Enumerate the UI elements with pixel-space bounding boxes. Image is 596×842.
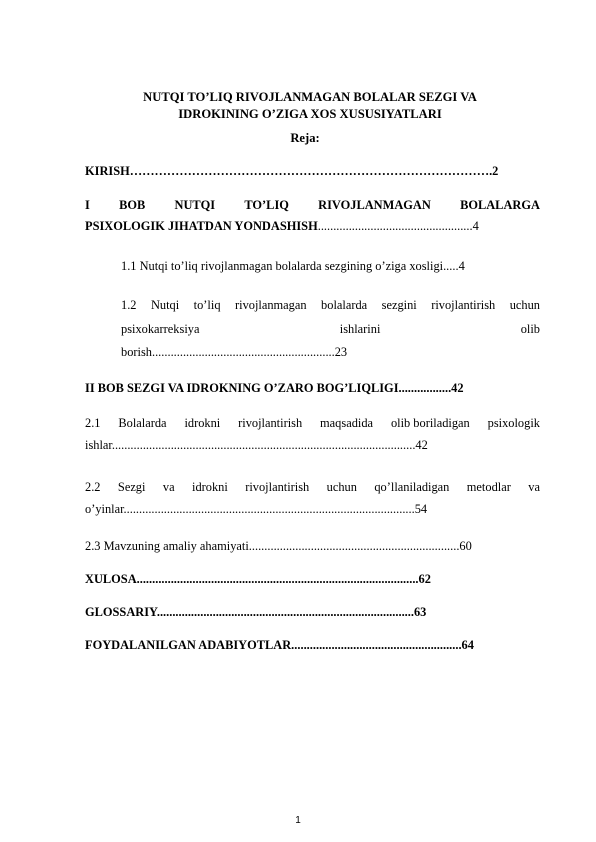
toc-entry-1-2-line2 — [121, 321, 540, 337]
toc-word: olib boriladigan — [390, 416, 470, 430]
toc-word: ishlarini — [339, 322, 381, 336]
toc-word: NUTQI — [174, 198, 216, 212]
toc-word: BOB — [119, 198, 146, 212]
toc-entry-2-2-line1 — [85, 479, 540, 495]
toc-word: 2.1 — [85, 416, 101, 430]
toc-bob1-leader: ..................................................4 — [317, 219, 479, 233]
toc-entry-1-2-line3: borish...........................................................23 — [121, 345, 348, 359]
toc-entry-1-1: 1.1 Nutqi to’liq rivojlanmagan bolalarda sezgining o’ziga xosligi.....4 — [121, 259, 465, 273]
toc-word: Nutqi — [150, 298, 180, 312]
toc-entry-1-2-line1 — [121, 297, 540, 313]
plan-heading: Reja: — [290, 131, 320, 145]
toc-word: idrokni — [184, 416, 221, 430]
toc-word: 1.2 — [121, 298, 137, 312]
document-title-line-1: NUTQI TO’LIQ RIVOJLANMAGAN BOLALAR SEZGI VA — [143, 90, 477, 104]
toc-word: rivojlantirish — [431, 298, 496, 312]
document-title-line-2: IDROKINING O’ZIGA XOS XUSUSIYATLARI — [178, 107, 442, 121]
toc-entry-2-1-line2: ishlar..................................................................................................42 — [85, 438, 428, 452]
toc-bob1-title: PSIXOLOGIK JIHATDAN YONDASHISH — [85, 219, 318, 233]
toc-word: uchun — [326, 480, 357, 494]
toc-word: maqsadida — [320, 416, 374, 430]
toc-word: I — [85, 198, 90, 212]
toc-word: TO’LIQ — [244, 198, 289, 212]
page-number: 1 — [295, 815, 301, 826]
toc-word: rivojlantirish — [245, 480, 310, 494]
toc-word: BOLALARGA — [460, 198, 540, 212]
toc-word: uchun — [509, 298, 540, 312]
toc-entry-bob1-line2 — [85, 218, 540, 234]
toc-word: idrokni — [192, 480, 228, 494]
toc-word: va — [162, 480, 175, 494]
toc-word: 2.2 — [85, 480, 101, 494]
toc-entry-2-1-line1 — [85, 415, 540, 431]
toc-word: RIVOJLANMAGAN — [318, 198, 431, 212]
toc-word: qo’llaniladigan — [374, 480, 450, 494]
toc-word: olib — [520, 322, 540, 336]
toc-word: Sezgi — [117, 480, 146, 494]
toc-entry-glossariy: GLOSSARIY...................................................................................63 — [85, 605, 427, 619]
toc-word: sezgini — [381, 298, 417, 312]
toc-entry-bob2: II BOB SEZGI VA IDROKNING O’ZARO BOG’LIQLIGI.................42 — [85, 381, 464, 395]
toc-word: va — [528, 480, 540, 494]
toc-word: rivojlantirish — [238, 416, 303, 430]
toc-entry-xulosa: XULOSA...........................................................................................62 — [85, 572, 431, 586]
toc-entry-kirish: KIRISH…………………………………………………………………………….2 — [85, 164, 499, 178]
toc-word: psixologik — [487, 416, 540, 430]
toc-word: psixokarreksiya — [121, 322, 200, 336]
toc-word: to’liq — [193, 298, 221, 312]
toc-entry-2-2-line2: o’yinlar..............................................................................................54 — [85, 502, 428, 516]
toc-entry-foydalanilgan-adabiyotlar: FOYDALANILGAN ADABIYOTLAR.......................................................64 — [85, 638, 474, 652]
toc-entry-bob1-line1 — [85, 197, 540, 213]
toc-entry-2-3: 2.3 Mavzuning amaliy ahamiyati....................................................................60 — [85, 539, 472, 553]
toc-word: Bolalarda — [118, 416, 167, 430]
toc-word: metodlar — [466, 480, 511, 494]
toc-word: bolalarda — [321, 298, 368, 312]
toc-word: rivojlanmagan — [235, 298, 307, 312]
